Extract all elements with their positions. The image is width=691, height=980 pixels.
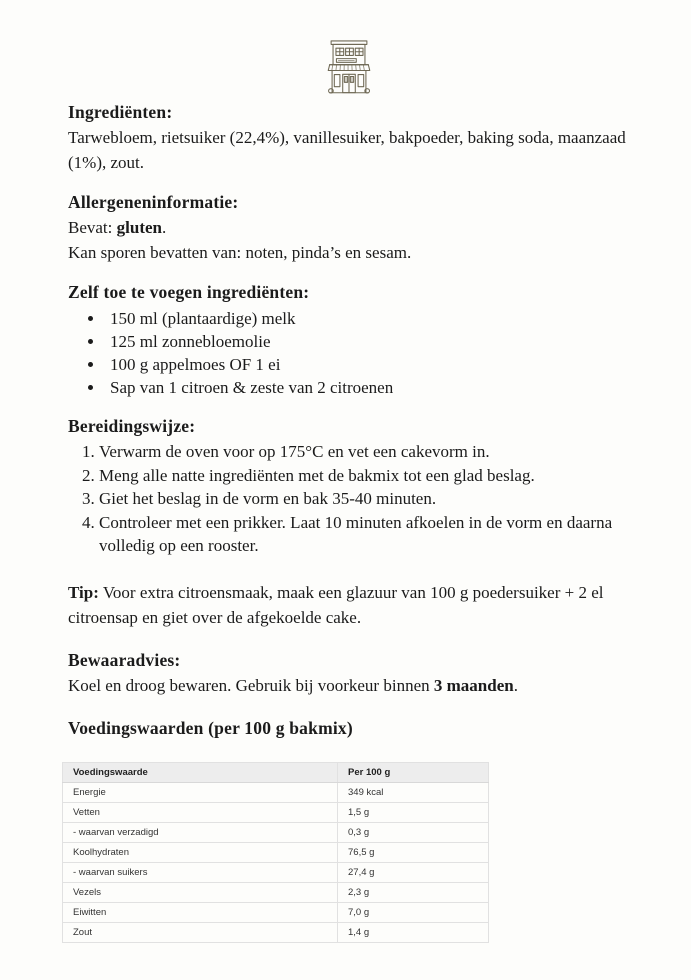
allergens-traces-line: Kan sporen bevatten van: noten, pinda’s en sesam. (68, 243, 412, 262)
storefront-logo-icon (320, 38, 378, 98)
preparation-heading: Bereidingswijze: (68, 416, 196, 436)
allergens-contains-suffix: . (161, 218, 167, 237)
add-yourself-heading: Zelf toe te voegen ingrediënten: (68, 282, 310, 302)
nutrition-table (62, 762, 489, 943)
tip-body: Voor extra citroensmaak, maak een glazuur van 100 g poedersuiker + 2 el citroensap en giet over de afgekoelde cake. (68, 582, 604, 627)
nutrient-name: Zout (63, 922, 338, 942)
list-item: 1. Verwarm de oven voor op 175°C en vet een cakevorm in. (99, 440, 629, 464)
table-row (63, 922, 489, 942)
nutrient-value: 76,5 g (338, 842, 489, 862)
list-item: • Sap van 1 citroen & zeste van 2 citroenen (105, 376, 629, 399)
storage-body (68, 673, 629, 698)
nutrient-name: Koolhydraten (63, 842, 338, 862)
allergens-heading: Allergeneninformatie: (68, 192, 239, 212)
ingredients-heading: Ingrediënten: (68, 102, 173, 122)
column-header-nutrient: Voedingswaarde (63, 762, 338, 782)
nutrient-value: 1,4 g (338, 922, 489, 942)
table-row (63, 902, 489, 922)
nutrient-name: - waarvan verzadigd (63, 822, 338, 842)
list-item: • 100 g appelmoes OF 1 ei (105, 353, 629, 376)
section-add-yourself (68, 280, 629, 399)
nutrient-name: Energie (63, 782, 338, 802)
list-item: • 150 ml (plantaardige) melk (105, 307, 629, 330)
column-header-per-100g: Per 100 g (338, 762, 489, 782)
nutrient-name: Eiwitten (63, 902, 338, 922)
logo (68, 38, 629, 98)
nutrient-value: 1,5 g (338, 802, 489, 822)
table-row (63, 842, 489, 862)
table-header-row (63, 762, 489, 782)
table-row (63, 822, 489, 842)
allergens-contains-value: gluten (116, 218, 162, 237)
nutrition-table-head (63, 762, 489, 782)
nutrient-value: 0,3 g (338, 822, 489, 842)
table-row (63, 802, 489, 822)
list-item: 3. Giet het beslag in de vorm en bak 35-40 minuten. (99, 487, 629, 511)
nutrient-value: 2,3 g (338, 882, 489, 902)
table-row (63, 782, 489, 802)
storage-heading: Bewaaradvies: (68, 649, 181, 670)
nutrient-value: 349 kcal (338, 782, 489, 802)
nutrient-value: 7,0 g (338, 902, 489, 922)
ingredients-body: Tarwebloem, rietsuiker (22,4%), vanillesuiker, bakpoeder, baking soda, maanzaad (1%), zout. (68, 128, 626, 172)
list-item: 4. Controleer met een prikker. Laat 10 minuten afkoelen in de vorm en daarna volledig op een rooster. (99, 511, 629, 558)
nutrient-name: Vezels (63, 882, 338, 902)
section-preparation (68, 414, 629, 558)
section-nutrition (68, 716, 629, 943)
list-item: • 125 ml zonnebloemolie (105, 330, 629, 353)
storage-body-prefix: Koel en droog bewaren. Gebruik bij voorkeur binnen (68, 675, 434, 695)
nutrient-value: 27,4 g (338, 862, 489, 882)
section-allergens (68, 190, 629, 265)
section-tip (68, 580, 629, 630)
nutrient-name: - waarvan suikers (63, 862, 338, 882)
section-ingredients (68, 100, 629, 175)
nutrient-name: Vetten (63, 802, 338, 822)
list-item: 2. Meng alle natte ingrediënten met de bakmix tot een glad beslag. (99, 464, 629, 488)
allergens-contains-line (68, 215, 629, 240)
table-row (63, 862, 489, 882)
preparation-steps (68, 440, 629, 558)
table-row (63, 882, 489, 902)
add-yourself-list (68, 307, 629, 399)
storage-body-bold: 3 maanden (433, 675, 514, 695)
tip-paragraph (68, 580, 629, 630)
nutrition-heading: Voedingswaarden (per 100 g bakmix) (68, 717, 353, 738)
section-storage (68, 648, 629, 698)
nutrition-table-body (63, 782, 489, 942)
tip-label: Tip: (68, 582, 99, 602)
storage-body-suffix: . (513, 675, 518, 695)
allergens-contains-prefix: Bevat: (68, 218, 117, 237)
